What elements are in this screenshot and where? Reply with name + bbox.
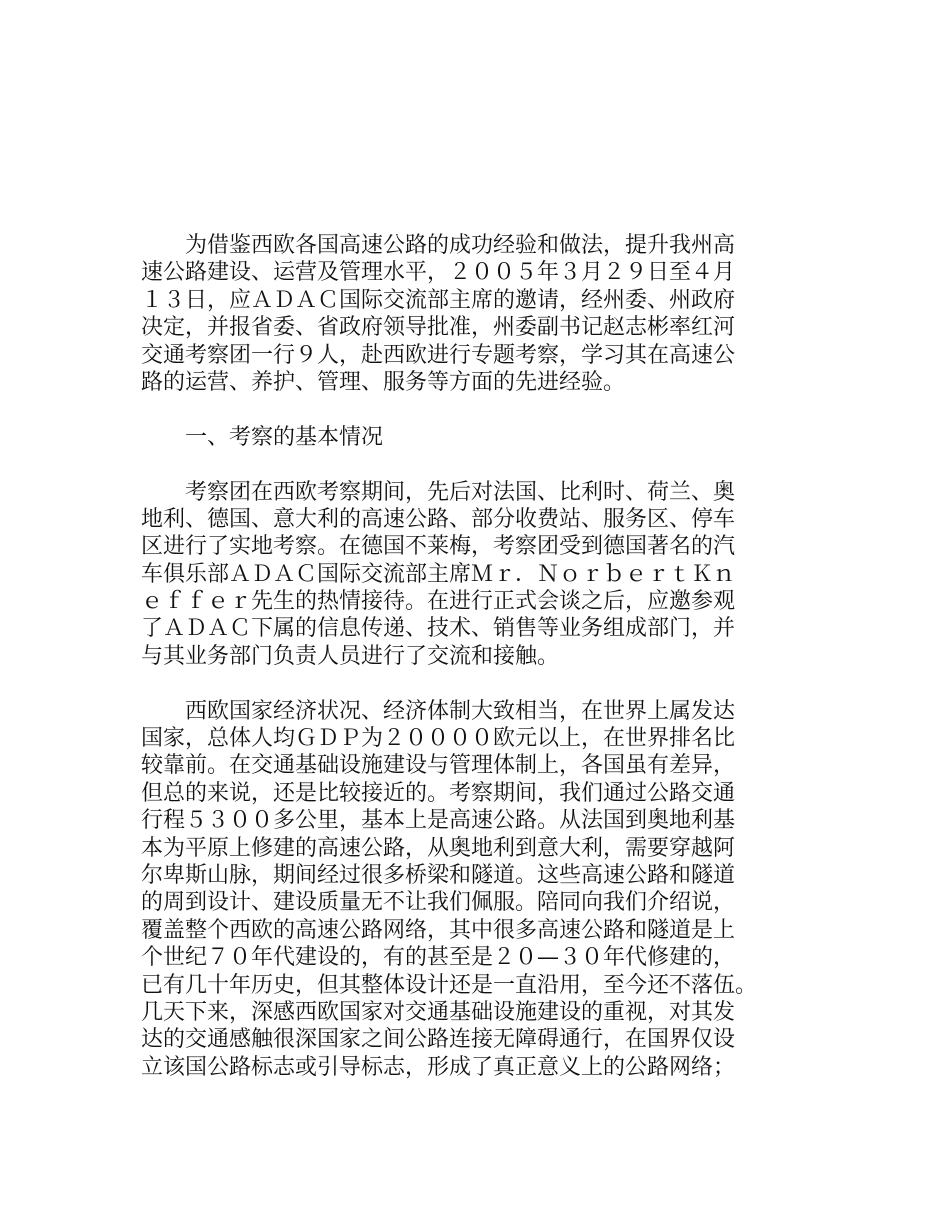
text-line: 已有几十年历史，但其整体设计还是一直沿用，至今还不落伍。 — [141, 972, 758, 998]
text-line: 的周到设计、建设质量无不让我们佩服。陪同向我们介绍说， — [141, 890, 736, 916]
text-line: 路的运营、养护、管理、服务等方面的先进经验。 — [141, 369, 626, 395]
text-line: 区进行了实地考察。在德国不莱梅，考察团受到德国著名的汽 — [141, 534, 736, 560]
paragraph-spacer — [141, 451, 821, 478]
text-line: 本为平原上修建的高速公路，从奥地利到意大利，需要穿越阿 — [141, 835, 736, 861]
paragraph-spacer — [141, 396, 821, 423]
paragraph-2 — [141, 479, 821, 671]
paragraph-3 — [141, 698, 821, 1081]
document-body — [141, 232, 821, 1081]
text-line: 西欧国家经济状况、经济体制大致相当，在世界上属发达 — [141, 698, 736, 724]
text-line: 立该国公路标志或引导标志，形成了真正意义上的公路网络； — [141, 1054, 736, 1080]
text-line: 决定，并报省委、省政府领导批准，州委副书记赵志彬率红河 — [141, 315, 736, 341]
text-line: 车俱乐部ＡＤＡＣ国际交流部主席Ｍｒ．ＮｏｒｂｅｒｔＫｎ — [141, 561, 736, 587]
text-line: 与其业务部门负责人员进行了交流和接触。 — [141, 643, 560, 669]
text-line: 覆盖整个西欧的高速公路网络，其中很多高速公路和隧道是上 — [141, 917, 736, 943]
text-line: 较靠前。在交通基础设施建设与管理体制上，各国虽有差异， — [141, 753, 736, 779]
text-line: 几天下来，深感西欧国家对交通基础设施建设的重视，对其发 — [141, 999, 736, 1025]
text-line: 行程５３００多公里，基本上是高速公路。从法国到奥地利基 — [141, 808, 736, 834]
text-line: 交通考察团一行９人，赴西欧进行专题考察，学习其在高速公 — [141, 342, 736, 368]
section-heading-1 — [141, 424, 821, 451]
text-line: 但总的来说，还是比较接近的。考察期间，我们通过公路交通 — [141, 780, 736, 806]
paragraph-spacer — [141, 670, 821, 697]
text-line: 个世纪７０年代建设的，有的甚至是２０—３０年代修建的， — [141, 945, 736, 971]
text-line: 为借鉴西欧各国高速公路的成功经验和做法，提升我州高 — [141, 233, 736, 258]
text-line: 考察团在西欧考察期间，先后对法国、比利时、荷兰、奥 — [141, 479, 736, 505]
text-line: 尔卑斯山脉，期间经过很多桥梁和隧道。这些高速公路和隧道 — [141, 862, 736, 888]
text-line: 了ＡＤＡＣ下属的信息传递、技术、销售等业务组成部门，并 — [141, 616, 736, 642]
text-line: １３日，应ＡＤＡＣ国际交流部主席的邀请，经州委、州政府 — [141, 287, 736, 313]
text-line: 地利、德国、意大利的高速公路、部分收费站、服务区、停车 — [141, 506, 736, 532]
text-line: 达的交通感触很深国家之间公路连接无障碍通行，在国界仅设 — [141, 1027, 736, 1053]
text-line: 国家，总体人均ＧＤＰ为２００００欧元以上，在世界排名比 — [141, 726, 736, 752]
text-line: ｅｆｆｅｒ先生的热情接待。在进行正式会谈之后，应邀参观 — [141, 589, 736, 615]
intro-paragraph — [141, 232, 821, 396]
text-line: 速公路建设、运营及管理水平，２００５年３月２９日至４月 — [141, 260, 736, 286]
text-line: 一、考察的基本情况 — [141, 424, 384, 450]
